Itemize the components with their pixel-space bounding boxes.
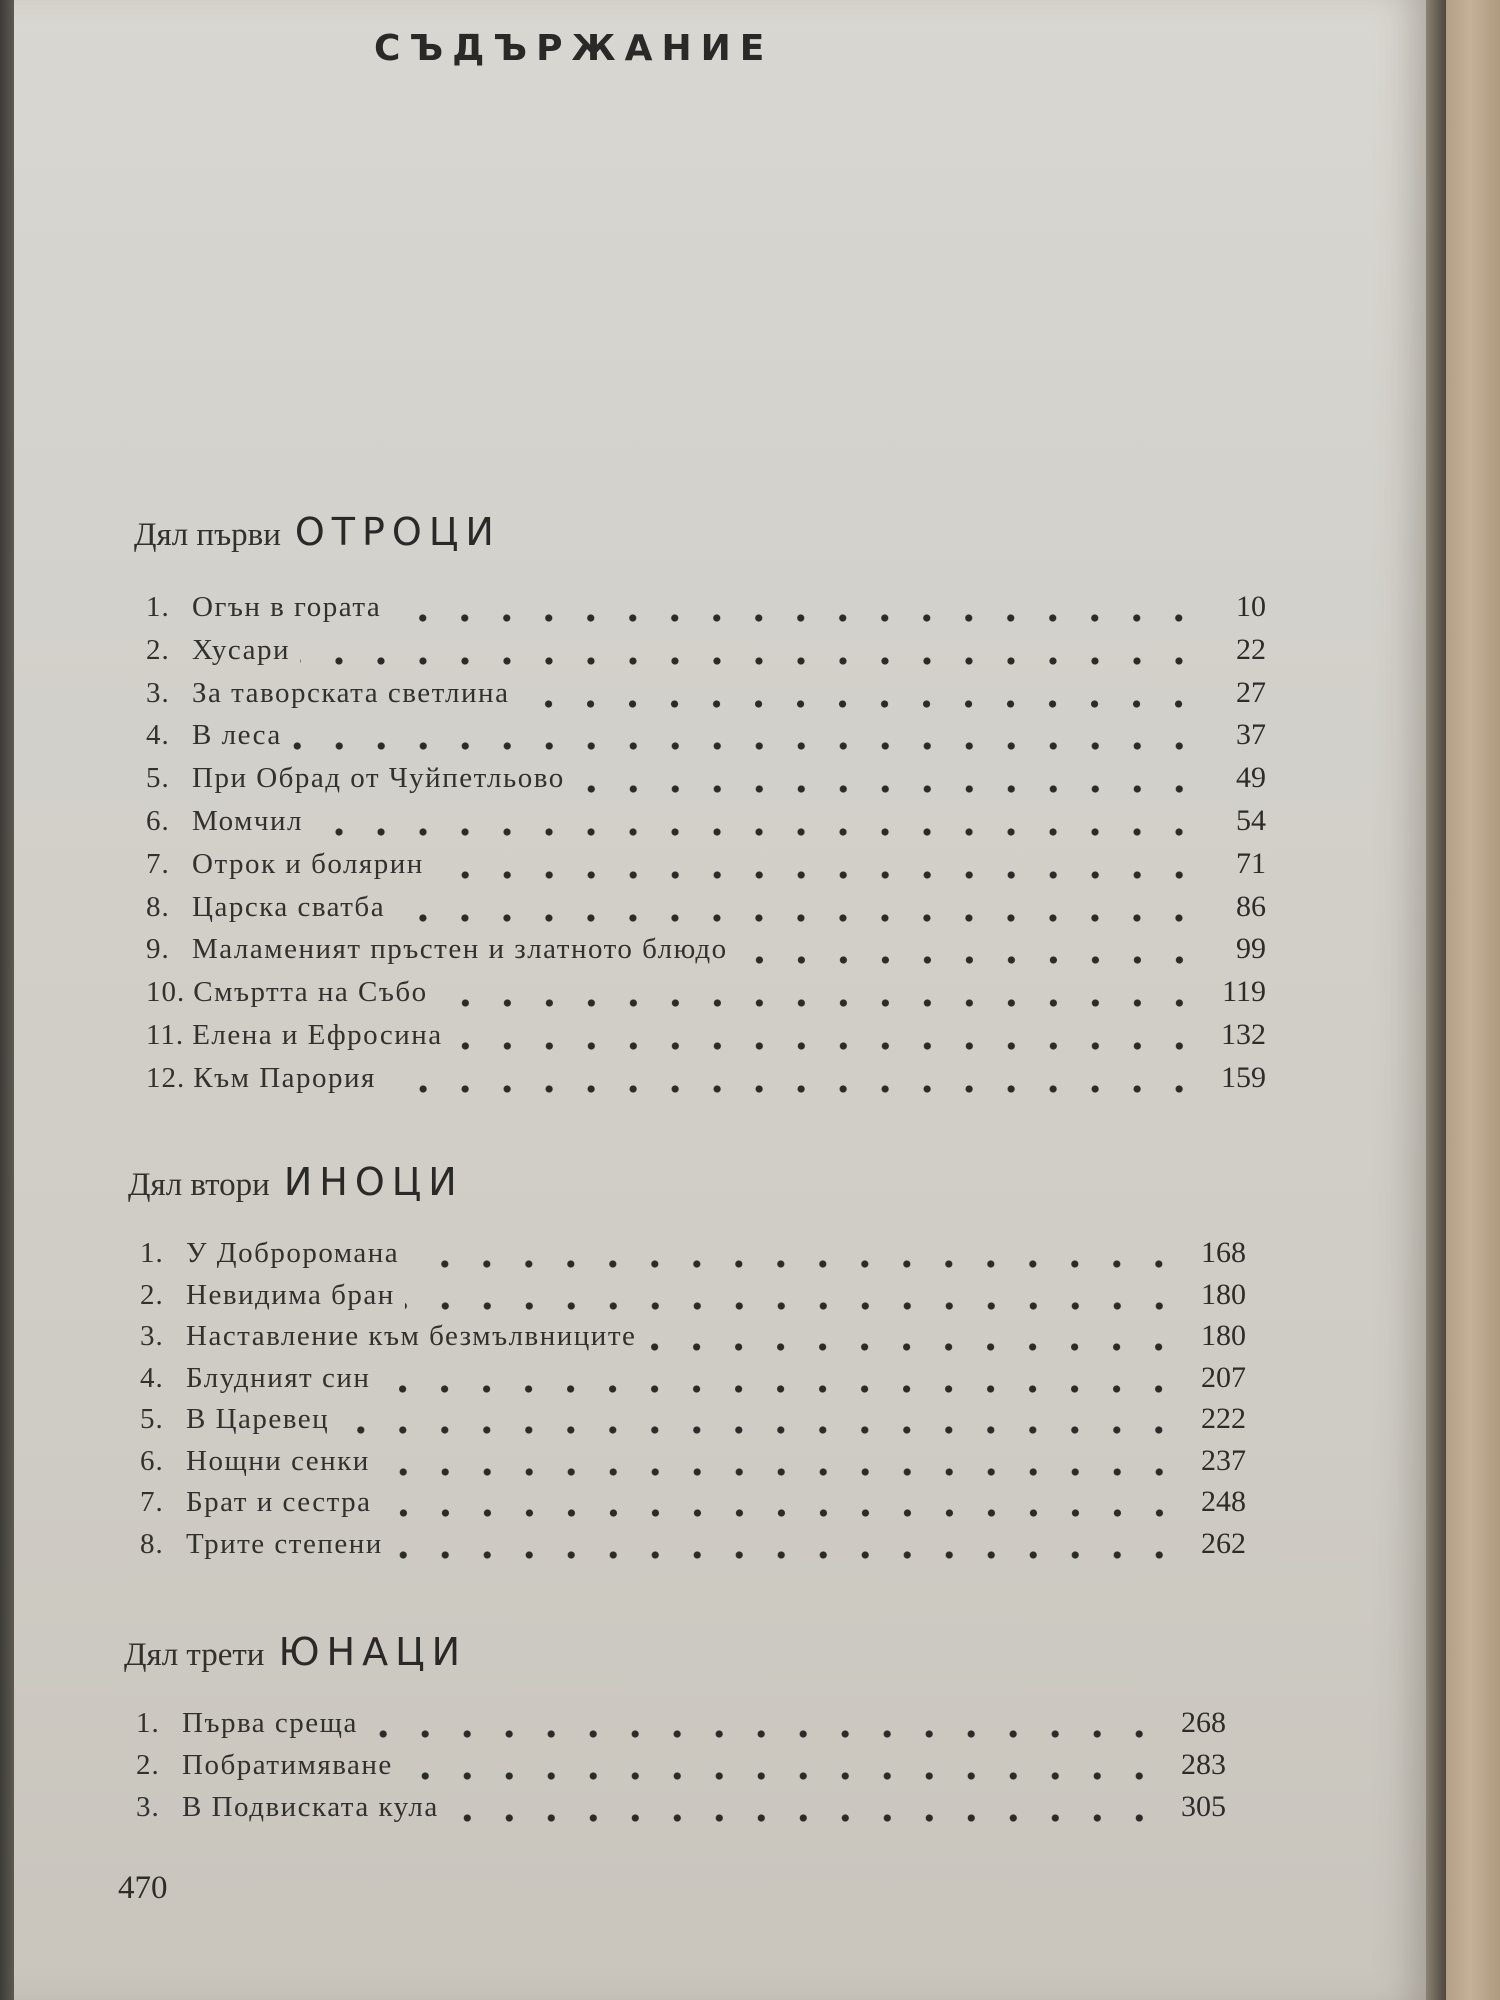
entry-number: 3. — [140, 1320, 164, 1352]
part-heading — [134, 510, 501, 554]
entry-title: Царска сватба — [192, 890, 386, 923]
part-heading — [124, 1630, 467, 1674]
entry-page-number: 54 — [1236, 804, 1266, 837]
dot-leader — [368, 1730, 1160, 1738]
dot-leader — [449, 1814, 1160, 1822]
entry-page-number: 180 — [1201, 1277, 1246, 1311]
toc-entry — [146, 804, 1266, 844]
entry-title: Към Парория — [193, 1061, 376, 1094]
entry-number: 4. — [146, 719, 170, 752]
dot-leader — [380, 1385, 1180, 1393]
entry-title: Нощни сенки — [186, 1444, 370, 1477]
toc-entry — [146, 761, 1266, 801]
dot-leader — [438, 999, 1200, 1007]
entry-number: 10. — [146, 976, 186, 1009]
entry-title: Блудният син — [186, 1361, 371, 1394]
page-title: СЪДЪРЖАНИЕ — [374, 28, 774, 69]
toc-entry — [136, 1706, 1226, 1746]
entry-page-number: 180 — [1201, 1319, 1246, 1352]
entry-page-number: 207 — [1201, 1360, 1246, 1394]
entry-page-number: 132 — [1221, 1018, 1266, 1051]
entry-page-number: 22 — [1236, 632, 1266, 666]
entry-title: В Царевец — [186, 1403, 330, 1435]
toc-entry — [146, 590, 1266, 630]
entry-title: Огън в гората — [192, 591, 382, 623]
entry-page-number: 168 — [1201, 1236, 1246, 1269]
toc-entry — [136, 1790, 1226, 1830]
entry-number: 9. — [146, 933, 170, 966]
entry-page-number: 99 — [1236, 932, 1266, 966]
entry-title: Хусари — [192, 633, 291, 666]
dot-leader — [391, 614, 1200, 622]
dot-leader — [380, 1468, 1180, 1476]
entry-page-number: 283 — [1181, 1748, 1226, 1781]
dot-leader — [386, 1085, 1200, 1093]
dot-leader — [313, 828, 1200, 836]
dot-leader — [292, 742, 1200, 750]
dot-leader — [403, 1772, 1160, 1780]
entry-number: 1. — [140, 1237, 164, 1269]
entry-page-number: 37 — [1236, 718, 1266, 752]
dot-leader — [409, 1260, 1180, 1268]
entry-page-number: 71 — [1236, 846, 1266, 880]
entry-title: Първа среща — [182, 1707, 358, 1739]
part-prefix: Дял втори — [128, 1167, 270, 1203]
toc-entry — [140, 1236, 1246, 1276]
toc-entry — [140, 1361, 1246, 1401]
part-heading — [128, 1160, 464, 1204]
entry-title: Побратимяване — [182, 1749, 393, 1781]
entry-number: 2. — [146, 633, 170, 666]
dot-leader — [646, 1343, 1180, 1351]
book-page — [14, 0, 1426, 2000]
toc-entry — [140, 1278, 1246, 1318]
adjacent-page-edge — [1446, 0, 1500, 2000]
entry-page-number: 262 — [1201, 1526, 1246, 1560]
entry-page-number: 119 — [1222, 975, 1266, 1009]
toc-entry — [146, 633, 1266, 673]
entry-title: Смъртта на Събо — [193, 976, 428, 1009]
dot-leader — [434, 871, 1200, 879]
toc-entry — [140, 1319, 1246, 1359]
dot-leader — [382, 1509, 1180, 1517]
entry-number: 7. — [140, 1486, 164, 1518]
toc-entry — [140, 1402, 1246, 1442]
toc-entry — [146, 676, 1266, 716]
dot-leader — [575, 785, 1200, 793]
entry-title: При Обрад от Чуйпетльово — [192, 762, 565, 795]
entry-title: В Подвиската кула — [182, 1791, 439, 1823]
toc-entry — [146, 1018, 1266, 1058]
page-number: 470 — [118, 1870, 168, 1906]
part-name: ИНОЦИ — [283, 1160, 464, 1204]
dot-leader — [738, 956, 1200, 964]
entry-title: Елена и Ефросина — [192, 1019, 443, 1051]
entry-number: 6. — [146, 805, 170, 837]
part-name: ОТРОЦИ — [294, 510, 501, 554]
entry-page-number: 237 — [1201, 1443, 1246, 1477]
dot-leader — [395, 914, 1200, 922]
book-gutter — [1426, 0, 1446, 2000]
toc-entry — [140, 1527, 1246, 1567]
part-prefix: Дял трети — [124, 1637, 265, 1673]
entry-number: 2. — [140, 1278, 164, 1311]
dot-leader — [339, 1426, 1180, 1434]
entry-title: Трите степени — [186, 1527, 383, 1560]
entry-title: В леса — [192, 719, 282, 752]
entry-page-number: 305 — [1181, 1790, 1226, 1823]
entry-page-number: 49 — [1236, 761, 1266, 795]
toc-entry — [140, 1485, 1246, 1525]
entry-number: 8. — [146, 890, 170, 923]
entry-page-number: 268 — [1181, 1706, 1226, 1739]
entry-title: За таворската светлина — [192, 676, 510, 709]
part-name: ЮНАЦИ — [278, 1630, 467, 1674]
entry-page-number: 248 — [1201, 1485, 1246, 1518]
entry-number: 3. — [136, 1791, 160, 1823]
dot-leader — [300, 657, 1200, 665]
dot-leader — [453, 1042, 1200, 1050]
entry-number: 3. — [146, 676, 170, 709]
entry-number: 12. — [146, 1061, 186, 1094]
entry-title: Невидима бран — [186, 1278, 395, 1311]
toc-entry — [146, 718, 1266, 758]
toc-entry — [146, 1061, 1266, 1101]
toc-entry — [146, 890, 1266, 930]
entry-title: Момчил — [192, 805, 303, 837]
entry-title: Маламеният пръстен и златното блюдо — [192, 933, 728, 966]
entry-page-number: 10 — [1236, 590, 1266, 623]
entry-number: 11. — [146, 1019, 185, 1051]
entry-number: 2. — [136, 1749, 160, 1781]
part-prefix: Дял първи — [134, 517, 281, 553]
entry-number: 1. — [146, 591, 170, 623]
entry-number: 6. — [140, 1444, 164, 1477]
toc-entry — [146, 847, 1266, 887]
entry-number: 8. — [140, 1527, 164, 1560]
toc-entry — [136, 1748, 1226, 1788]
entry-number: 5. — [140, 1403, 164, 1435]
entry-number: 1. — [136, 1707, 160, 1739]
entry-number: 4. — [140, 1361, 164, 1394]
entry-number: 5. — [146, 762, 170, 795]
entry-title: Наставление към безмълвниците — [186, 1320, 637, 1352]
entry-page-number: 86 — [1236, 889, 1266, 923]
dot-leader — [393, 1551, 1180, 1559]
dot-leader — [405, 1302, 1180, 1310]
scan-background — [0, 0, 14, 2000]
entry-title: У Доброромана — [186, 1237, 400, 1269]
entry-title: Отрок и болярин — [192, 847, 424, 880]
toc-entry — [140, 1444, 1246, 1484]
entry-number: 7. — [146, 847, 170, 880]
toc-entry — [146, 932, 1266, 972]
entry-page-number: 27 — [1236, 675, 1266, 709]
dot-leader — [519, 700, 1200, 708]
entry-page-number: 159 — [1221, 1060, 1266, 1094]
toc-entry — [146, 975, 1266, 1015]
entry-title: Брат и сестра — [186, 1486, 372, 1518]
entry-page-number: 222 — [1201, 1402, 1246, 1435]
